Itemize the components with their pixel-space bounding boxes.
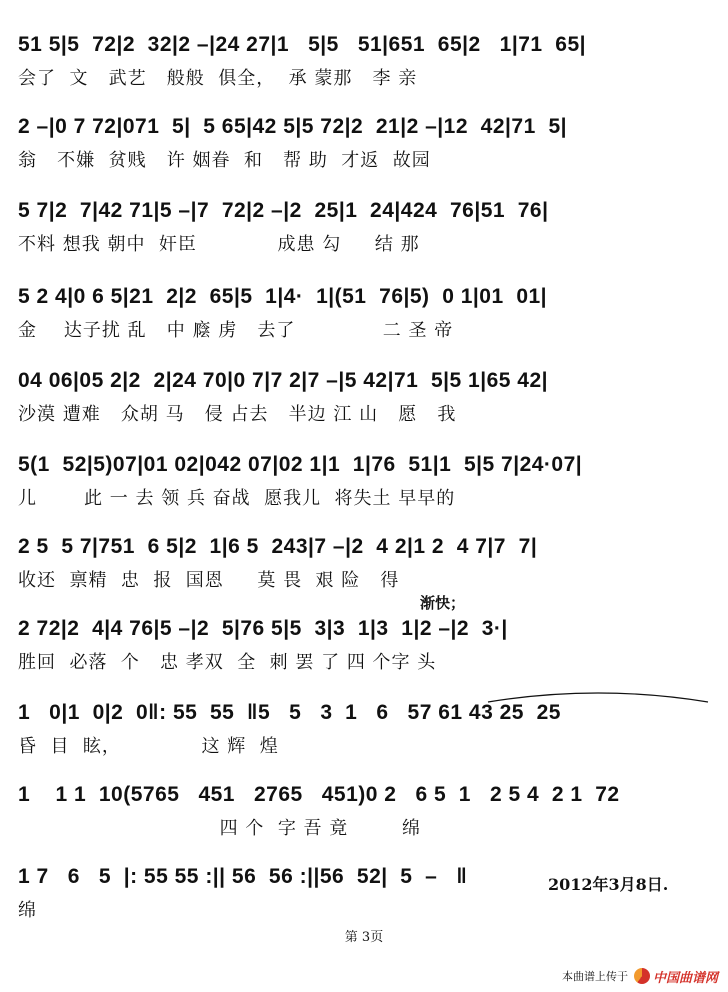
score-system [18,282,718,364]
site-name: 中国曲谱网 [652,970,718,986]
notes-line: 5 7|2 7|42 71|5 –|7 72|2 –|2 25|1 24|424 76|51 76| [18,199,549,222]
notes-line: 2 –|0 7 72|071 5| 5 65|42 5|5 72|2 21|2 –|12 42|71 5| [18,115,567,138]
notes-line: 04 06|05 2|2 2|24 70|0 7|7 2|7 –|5 42|71 5|5 1|65 42| [18,369,549,392]
notes-line: 2 5 5 7|751 6 5|2 1|6 5 243|7 –|2 4 2|1 2 4 7|7 7| [18,535,538,558]
score-system [18,780,718,862]
lyrics-line: 收还 禀精 忠 报 国恩 莫 畏 艰 险 得 [18,570,400,591]
lyrics-line: 金 达子扰 乱 中 廕 虏 去了 二 圣 帝 [18,320,454,341]
notes-line: 51 5|5 72|2 32|2 –|24 27|1 5|5 51|651 65|2 1|71 65| [18,33,586,56]
lyrics-line: 沙漠 遭难 众胡 马 侵 占去 半边 江 山 愿 我 [18,404,457,425]
score-system [18,614,718,696]
notes-line: 2 72|2 4|4 76|5 –|2 5|76 5|5 3|3 1|3 1|2 –|2 3·| [18,617,508,640]
lyrics-line: 儿 此 一 去 领 兵 奋战 愿我儿 将失土 早早的 [18,488,456,509]
lyrics-line: 胜回 必落 个 忠 孝双 全 刺 罢 了 四 个字 头 [18,652,437,673]
score-system [18,196,718,278]
upload-text: 本曲谱上传于 [561,970,628,983]
score-system [18,450,718,532]
site-footer [562,966,718,986]
score-system [18,698,718,780]
lyrics-line: 昏 目 眩， 这 辉 煌 [18,736,279,757]
score-system [18,532,718,614]
score-system [18,112,718,194]
notes-line: 1 7 6 5 |: 55 55 :|| 56 56 :||56 52| 5 – ‖ [18,865,468,888]
notes-line: 5 2 4|0 6 5|21 2|2 65|5 1|4· 1|(51 76|5) 0 1|01 01| [18,285,548,308]
lyrics-line: 会了 文 武艺 般般 俱全， 承 蒙那 李 亲 [18,68,418,89]
site-logo[interactable] [634,967,718,986]
lyrics-line: 四 个 字 吾 竟 绵 [18,818,422,839]
score-system [18,30,718,112]
lyrics-line: 绵 [18,900,37,921]
tempo-mark: 渐快； [420,594,466,612]
notes-line: 1 0|1 0|2 0‖: 55 55 ‖5 5 3 1 6 57 61 43 25 25 [18,701,561,724]
notes-line: 5(1 52|5)07|01 02|042 07|02 1|1 1|76 51|1 5|5 7|24·07| [18,453,583,476]
page-number: 第 3页 [344,930,384,945]
lyrics-line: 翁 不嫌 贫贱 许 姻眷 和 帮 助 才返 故园 [18,150,431,171]
logo-icon [634,968,650,984]
lyrics-line: 不料 想我 朝中 奸臣 成患 勾 结 那 [18,234,420,255]
notes-line: 1 1 1 10(5765 451 2765 451)0 2 6 5 1 2 5 4 2 1 72 [18,783,620,806]
date-note: 2012年3月8日. [548,875,669,894]
score-system [18,366,718,448]
